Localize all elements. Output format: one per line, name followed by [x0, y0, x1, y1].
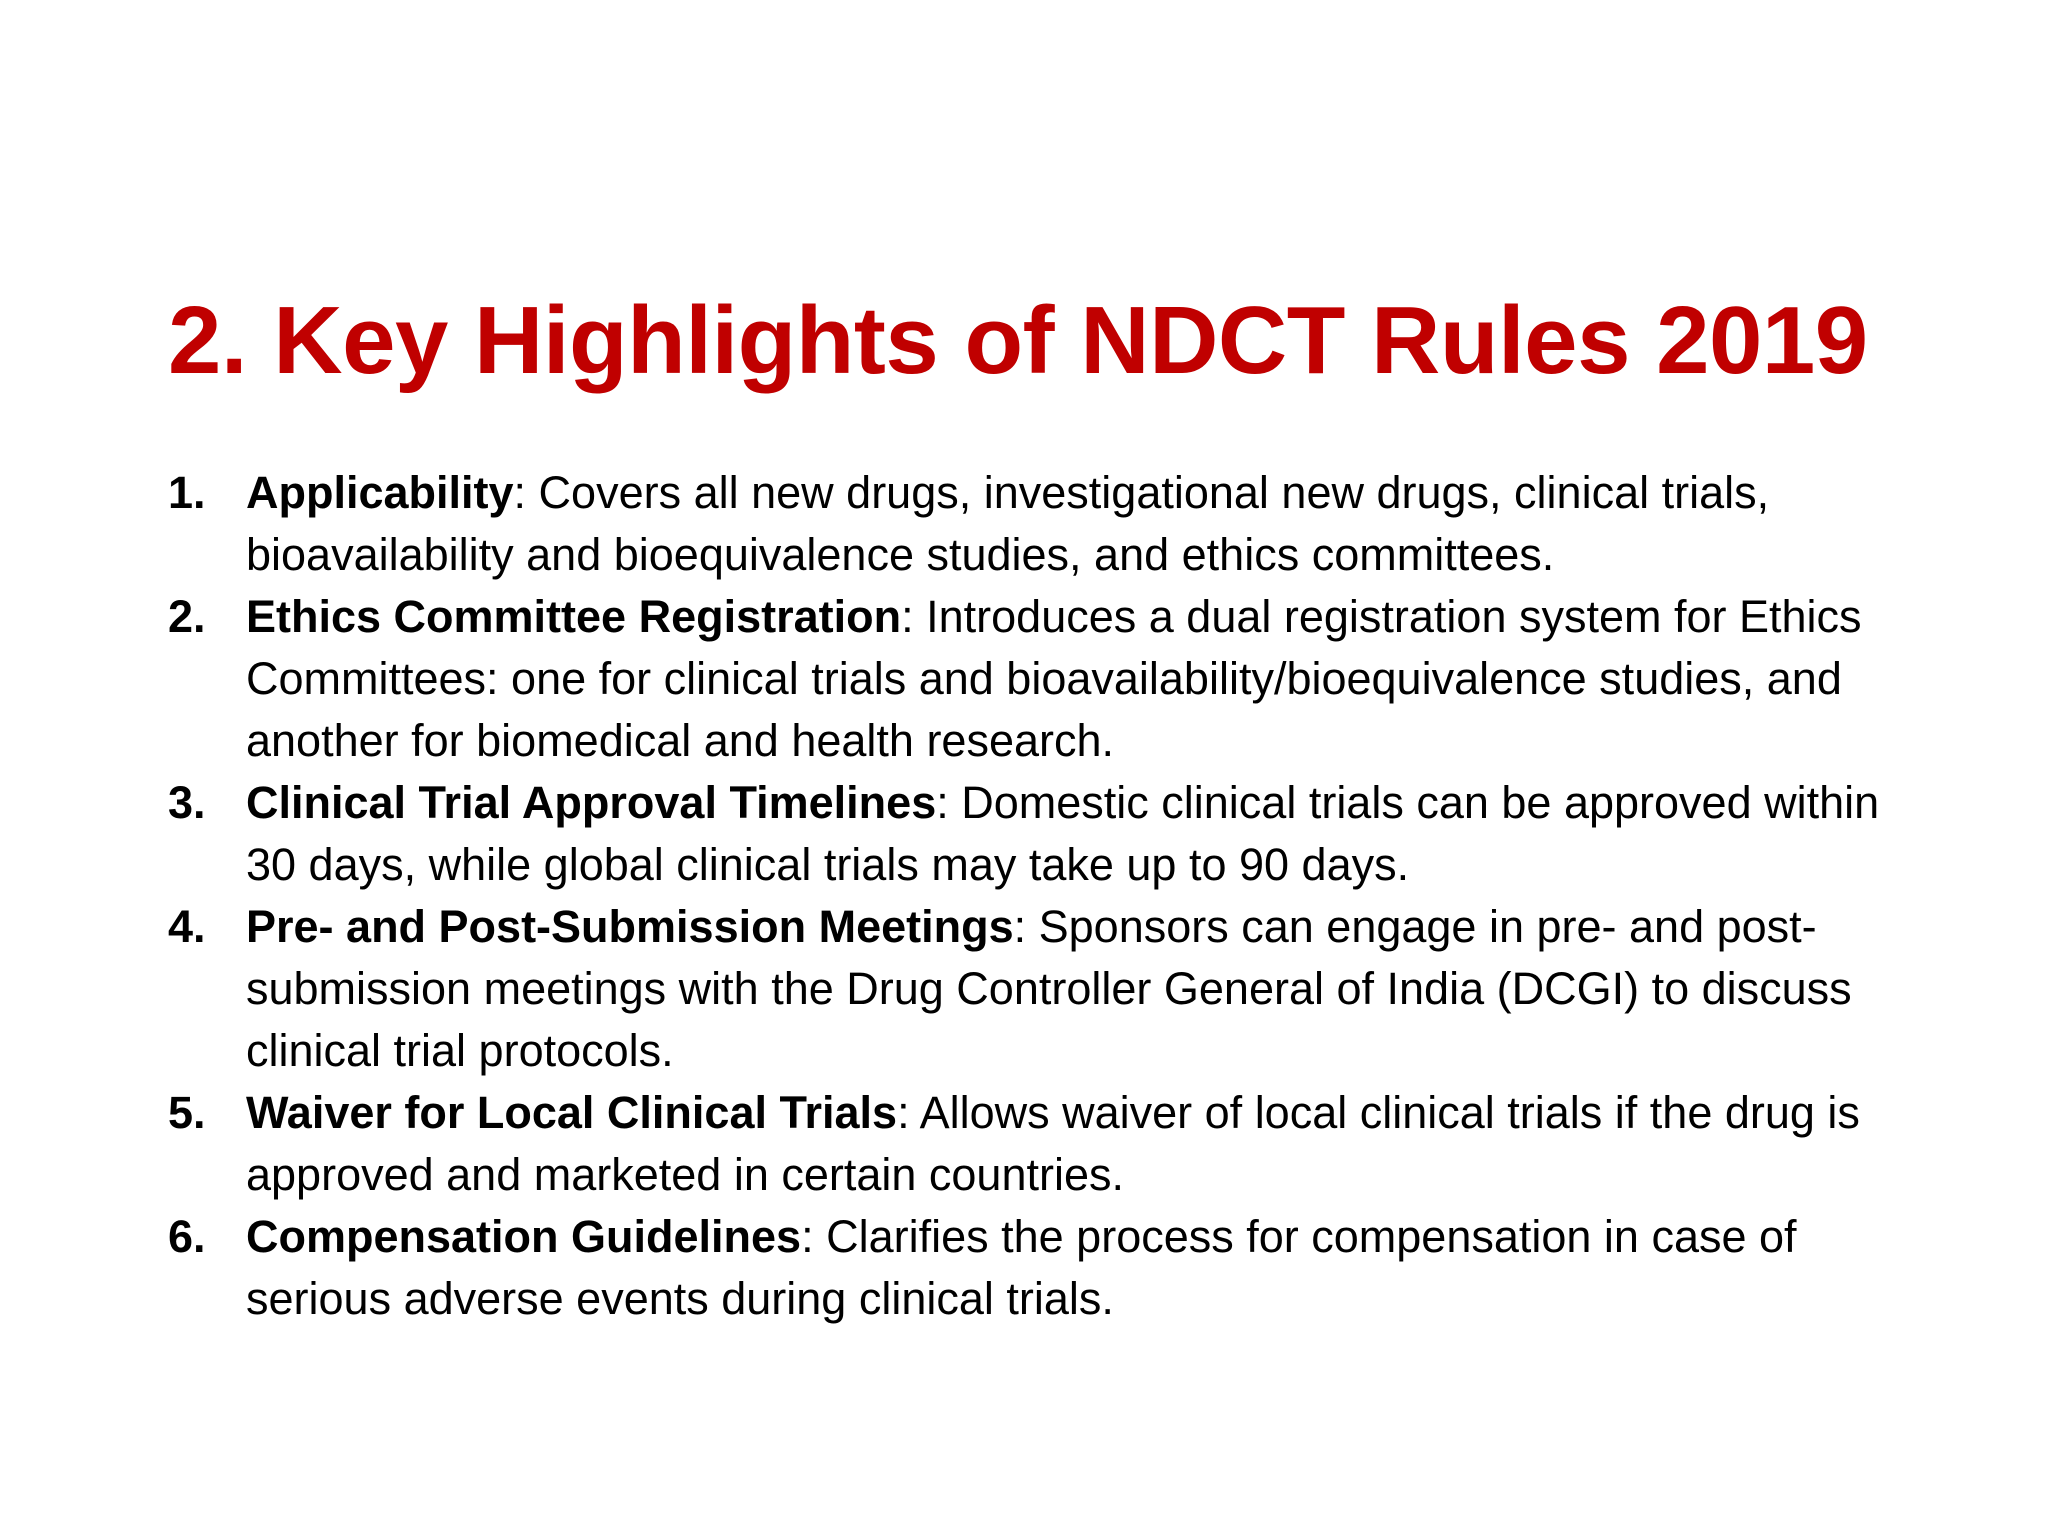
- list-item: [168, 1206, 1928, 1330]
- item-text: : Sponsors can engage in pre- and post-submission meetings with the Drug Controller General of India (DCGI) to discuss clinical trial protocols.: [246, 901, 1852, 1076]
- item-number: 2.: [168, 591, 206, 642]
- item-number: 1.: [168, 467, 206, 518]
- item-term: Compensation Guidelines: [246, 1211, 802, 1262]
- item-term: Pre- and Post-Submission Meetings: [246, 901, 1014, 952]
- list-item: [168, 772, 1928, 896]
- item-number: 4.: [168, 901, 206, 952]
- item-number: 5.: [168, 1087, 206, 1138]
- item-text: : Clarifies the process for compensation in case of serious adverse events during clinical trials.: [246, 1211, 1797, 1324]
- list-item: [168, 586, 1928, 772]
- item-number: 3.: [168, 777, 206, 828]
- item-term: Waiver for Local Clinical Trials: [246, 1087, 898, 1138]
- list-item: [168, 896, 1928, 1082]
- item-text: : Introduces a dual registration system for Ethics Committees: one for clinical trials and bioavailability/bioequivalence studies, and another for biomedical and health research.: [246, 591, 1862, 766]
- item-term: Clinical Trial Approval Timelines: [246, 777, 937, 828]
- highlights-list: [168, 462, 1928, 1330]
- item-text: : Allows waiver of local clinical trials if the drug is approved and marketed in certain countries.: [246, 1087, 1860, 1200]
- list-item: [168, 462, 1928, 586]
- item-number: 6.: [168, 1211, 206, 1262]
- slide-title: 2. Key Highlights of NDCT Rules 2019: [168, 287, 1868, 394]
- item-term: Applicability: [246, 467, 514, 518]
- list-item: [168, 1082, 1928, 1206]
- item-text: : Covers all new drugs, investigational new drugs, clinical trials, bioavailability and bioequivalence studies, and ethics committees.: [246, 467, 1770, 580]
- item-text: : Domestic clinical trials can be approved within 30 days, while global clinical trials may take up to 90 days.: [246, 777, 1880, 890]
- item-term: Ethics Committee Registration: [246, 591, 902, 642]
